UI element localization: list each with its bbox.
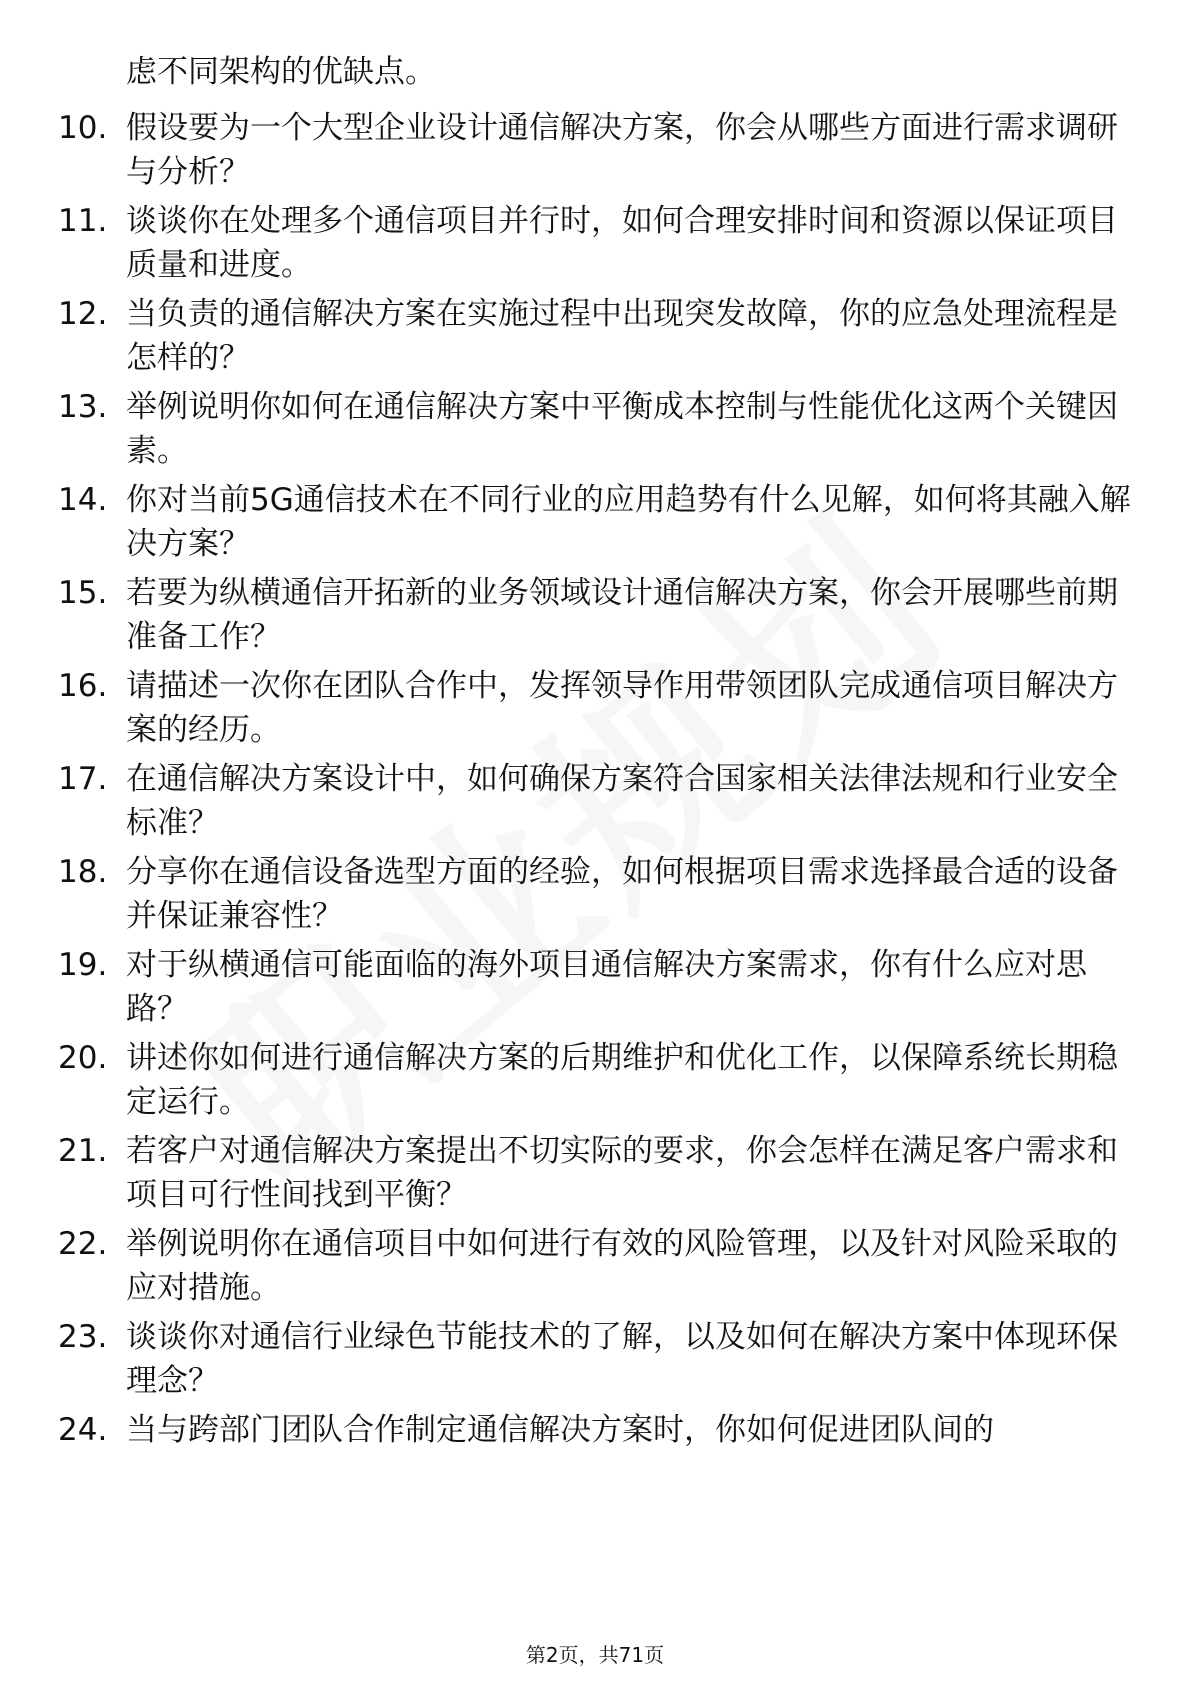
item-number: 19. — [58, 947, 108, 983]
item-number: 22. — [58, 1226, 108, 1262]
item-text: 请描述一次你在团队合作中，发挥领导作用带领团队完成通信项目解决方案的经历。 — [126, 668, 1118, 748]
item-text: 分享你在通信设备选型方面的经验，如何根据项目需求选择最合适的设备并保证兼容性？ — [126, 854, 1118, 934]
item-text: 你对当前5G通信技术在不同行业的应用趋势有什么见解，如何将其融入解决方案？ — [126, 482, 1131, 562]
item-text: 若客户对通信解决方案提出不切实际的要求，你会怎样在满足客户需求和项目可行性间找到平衡？ — [126, 1133, 1118, 1213]
item-number: 13. — [58, 389, 108, 425]
item-text: 若要为纵横通信开拓新的业务领域设计通信解决方案，你会开展哪些前期准备工作？ — [126, 575, 1118, 655]
item-text: 对于纵横通信可能面临的海外项目通信解决方案需求，你有什么应对思路？ — [126, 947, 1087, 1027]
item-number: 23. — [58, 1319, 108, 1355]
item-text: 讲述你如何进行通信解决方案的后期维护和优化工作，以保障系统长期稳定运行。 — [126, 1040, 1118, 1120]
item-text: 谈谈你在处理多个通信项目并行时，如何合理安排时间和资源以保证项目质量和进度。 — [126, 203, 1118, 283]
item-text: 假设要为一个大型企业设计通信解决方案，你会从哪些方面进行需求调研与分析？ — [126, 110, 1118, 190]
item-number: 16. — [58, 668, 108, 704]
item-text: 举例说明你如何在通信解决方案中平衡成本控制与性能优化这两个关键因素。 — [126, 389, 1118, 469]
item-number: 20. — [58, 1040, 108, 1076]
item-number: 18. — [58, 854, 108, 890]
item-number: 10. — [58, 110, 108, 146]
continuation-text: 虑不同架构的优缺点。 — [126, 54, 436, 90]
item-number: 24. — [58, 1412, 108, 1448]
item-text: 当与跨部门团队合作制定通信解决方案时，你如何促进团队间的 — [126, 1412, 994, 1448]
item-number: 11. — [58, 203, 108, 239]
item-text: 当负责的通信解决方案在实施过程中出现突发故障，你的应急处理流程是怎样的？ — [126, 296, 1118, 376]
item-number: 15. — [58, 575, 108, 611]
item-number: 14. — [58, 482, 108, 518]
item-number: 21. — [58, 1133, 108, 1169]
item-text: 谈谈你对通信行业绿色节能技术的了解，以及如何在解决方案中体现环保理念？ — [126, 1319, 1118, 1399]
item-number: 17. — [58, 761, 108, 797]
item-text: 在通信解决方案设计中，如何确保方案符合国家相关法律法规和行业安全标准？ — [126, 761, 1118, 841]
item-number: 12. — [58, 296, 108, 332]
item-text: 举例说明你在通信项目中如何进行有效的风险管理，以及针对风险采取的应对措施。 — [126, 1226, 1118, 1306]
page-footer: 第2页，共71页 — [525, 1643, 665, 1667]
